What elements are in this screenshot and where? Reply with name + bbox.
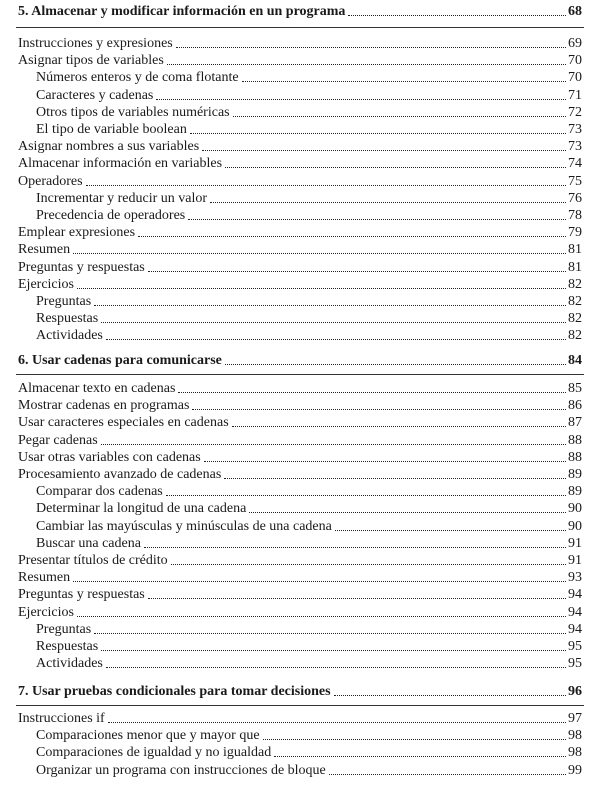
entry-page: 73 bbox=[568, 122, 582, 137]
toc-entry bbox=[18, 449, 582, 466]
entry-page: 82 bbox=[568, 294, 582, 309]
dot-leader bbox=[108, 721, 566, 723]
entry-title: Comparaciones menor que y mayor que bbox=[36, 728, 260, 744]
toc-entry bbox=[36, 621, 582, 638]
entry-title: Procesamiento avanzado de cadenas bbox=[18, 467, 222, 482]
toc-entry bbox=[36, 327, 582, 344]
dot-leader bbox=[73, 252, 566, 254]
chapter-title: 7. Usar pruebas condicionales para tomar decisiones bbox=[18, 684, 331, 699]
chapter-heading bbox=[18, 352, 582, 369]
dot-leader bbox=[101, 649, 566, 651]
entry-title: Emplear expresiones bbox=[18, 225, 136, 241]
dot-leader bbox=[249, 511, 566, 513]
dot-leader bbox=[156, 98, 566, 100]
toc-entry bbox=[18, 173, 582, 190]
entry-title: Organizar un programa con instrucciones de bloque bbox=[36, 762, 326, 778]
entry-title: Comparar dos cadenas bbox=[36, 484, 163, 500]
dot-leader bbox=[274, 755, 566, 757]
toc-entry bbox=[36, 655, 582, 672]
entry-page: 70 bbox=[568, 53, 582, 69]
dot-leader bbox=[148, 597, 566, 599]
dot-leader bbox=[224, 477, 566, 479]
entry-title: Otros tipos de variables numéricas bbox=[36, 104, 230, 120]
chapter-title: 5. Almacenar y modificar información en un programa bbox=[18, 4, 346, 19]
dot-leader bbox=[233, 115, 566, 117]
chapter-heading bbox=[18, 3, 582, 20]
chapter-heading bbox=[18, 683, 582, 700]
entry-title: Preguntas bbox=[36, 294, 92, 309]
entry-page: 95 bbox=[568, 639, 582, 654]
entry-page: 75 bbox=[568, 173, 582, 189]
chapter-page: 68 bbox=[568, 4, 582, 19]
entry-title: Asignar nombres a sus variables bbox=[18, 139, 200, 155]
dot-leader bbox=[148, 270, 566, 272]
dot-leader bbox=[144, 546, 566, 548]
entry-title: Almacenar información en variables bbox=[18, 156, 223, 172]
entry-title: Instrucciones y expresiones bbox=[18, 36, 173, 51]
entry-title: Incrementar y reducir un valor bbox=[36, 190, 208, 206]
chapter-page: 96 bbox=[568, 684, 582, 699]
entry-title: Determinar la longitud de una cadena bbox=[36, 501, 247, 517]
entry-title: Números enteros y de coma flotante bbox=[36, 70, 239, 86]
dot-leader bbox=[329, 773, 566, 775]
dot-leader bbox=[167, 63, 566, 65]
entry-page: 82 bbox=[568, 311, 582, 327]
entry-page: 98 bbox=[568, 728, 582, 744]
toc-entry bbox=[18, 138, 582, 155]
entry-page: 93 bbox=[568, 570, 582, 586]
toc-entry bbox=[18, 224, 582, 241]
entry-page: 94 bbox=[568, 587, 582, 603]
entry-title: El tipo de variable boolean bbox=[36, 122, 187, 137]
entry-page: 88 bbox=[568, 432, 582, 448]
dot-leader bbox=[94, 632, 566, 634]
entry-page: 88 bbox=[568, 449, 582, 465]
entry-page: 73 bbox=[568, 139, 582, 155]
entry-page: 99 bbox=[568, 762, 582, 778]
toc-entry bbox=[18, 52, 582, 69]
entry-page: 91 bbox=[568, 553, 582, 568]
entry-page: 81 bbox=[568, 242, 582, 258]
entry-title: Mostrar cadenas en programas bbox=[18, 398, 190, 414]
dot-leader bbox=[190, 132, 566, 134]
entry-page: 71 bbox=[568, 87, 582, 103]
entry-title: Pegar cadenas bbox=[18, 432, 98, 448]
dot-leader bbox=[178, 391, 566, 393]
dot-leader bbox=[334, 694, 566, 696]
toc-entry bbox=[18, 569, 582, 586]
toc-entry bbox=[36, 310, 582, 327]
toc-entry bbox=[18, 414, 582, 431]
toc-entry bbox=[36, 69, 582, 86]
entry-title: Usar caracteres especiales en cadenas bbox=[18, 415, 229, 431]
dot-leader bbox=[101, 321, 566, 323]
entry-title: Buscar una cadena bbox=[36, 535, 141, 551]
toc-entry bbox=[18, 380, 582, 397]
dot-leader bbox=[210, 201, 566, 203]
dot-leader bbox=[106, 338, 566, 340]
toc-entry bbox=[36, 190, 582, 207]
dot-leader bbox=[192, 408, 566, 410]
chapter-title: 6. Usar cadenas para comunicarse bbox=[18, 353, 222, 368]
toc-entry bbox=[36, 483, 582, 500]
entry-page: 89 bbox=[568, 484, 582, 500]
entry-page: 85 bbox=[568, 381, 582, 396]
toc-entry bbox=[36, 535, 582, 552]
dot-leader bbox=[176, 46, 566, 48]
entry-title: Actividades bbox=[36, 656, 103, 672]
toc-entry bbox=[18, 604, 582, 621]
entry-page: 91 bbox=[568, 535, 582, 551]
dot-leader bbox=[263, 738, 566, 740]
dot-leader bbox=[77, 287, 566, 289]
toc-entry bbox=[18, 710, 582, 727]
entry-page: 94 bbox=[568, 621, 582, 637]
toc-entry bbox=[18, 241, 582, 258]
dot-leader bbox=[204, 460, 566, 462]
chapter-rule bbox=[16, 705, 584, 706]
entry-title: Cambiar las mayúsculas y minúsculas de una cadena bbox=[36, 518, 332, 534]
entry-title: Almacenar texto en cadenas bbox=[18, 381, 176, 396]
toc-entry bbox=[18, 552, 582, 569]
entry-page: 90 bbox=[568, 518, 582, 534]
entry-page: 89 bbox=[568, 467, 582, 482]
entry-title: Ejercicios bbox=[18, 276, 74, 292]
entry-title: Comparaciones de igualdad y no igualdad bbox=[36, 745, 272, 761]
toc-entry bbox=[36, 500, 582, 517]
dot-leader bbox=[106, 666, 566, 668]
toc-entry bbox=[36, 518, 582, 535]
entry-page: 87 bbox=[568, 415, 582, 431]
toc-entry bbox=[18, 466, 582, 483]
dot-leader bbox=[166, 494, 566, 496]
entry-page: 69 bbox=[568, 36, 582, 51]
toc-entry bbox=[18, 397, 582, 414]
entry-title: Resumen bbox=[18, 242, 71, 258]
dot-leader bbox=[232, 425, 566, 427]
dot-leader bbox=[86, 184, 566, 186]
entry-page: 72 bbox=[568, 104, 582, 120]
toc-entry bbox=[18, 276, 582, 293]
chapter-rule bbox=[16, 374, 584, 375]
toc-entry bbox=[36, 207, 582, 224]
entry-title: Preguntas bbox=[36, 621, 92, 637]
entry-page: 86 bbox=[568, 398, 582, 414]
dot-leader bbox=[335, 529, 566, 531]
entry-page: 78 bbox=[568, 208, 582, 223]
chapter-rule bbox=[16, 27, 584, 28]
entry-title: Preguntas y respuestas bbox=[18, 259, 145, 275]
entry-page: 98 bbox=[568, 745, 582, 761]
toc-entry bbox=[36, 762, 582, 779]
toc-entry bbox=[36, 293, 582, 310]
entry-title: Asignar tipos de variables bbox=[18, 53, 164, 69]
entry-title: Caracteres y cadenas bbox=[36, 87, 154, 103]
toc-entry bbox=[18, 155, 582, 172]
entry-page: 82 bbox=[568, 328, 582, 344]
entry-title: Precedencia de operadores bbox=[36, 208, 186, 223]
dot-leader bbox=[138, 235, 566, 237]
entry-page: 76 bbox=[568, 190, 582, 206]
entry-title: Ejercicios bbox=[18, 604, 74, 620]
entry-page: 81 bbox=[568, 259, 582, 275]
entry-page: 70 bbox=[568, 70, 582, 86]
entry-page: 90 bbox=[568, 501, 582, 517]
dot-leader bbox=[202, 149, 566, 151]
dot-leader bbox=[188, 218, 566, 220]
toc-entry bbox=[36, 638, 582, 655]
dot-leader bbox=[225, 363, 566, 365]
toc-entry bbox=[36, 104, 582, 121]
entry-page: 79 bbox=[568, 225, 582, 241]
dot-leader bbox=[77, 615, 566, 617]
entry-title: Instrucciones if bbox=[18, 711, 105, 726]
entry-page: 74 bbox=[568, 156, 582, 172]
toc-entry bbox=[18, 35, 582, 52]
toc-entry bbox=[18, 586, 582, 603]
chapter-page: 84 bbox=[568, 353, 582, 368]
dot-leader bbox=[101, 443, 566, 445]
dot-leader bbox=[73, 580, 566, 582]
entry-page: 97 bbox=[568, 711, 582, 726]
entry-title: Resumen bbox=[18, 570, 71, 586]
entry-title: Actividades bbox=[36, 328, 103, 344]
entry-title: Operadores bbox=[18, 173, 83, 189]
entry-title: Usar otras variables con cadenas bbox=[18, 449, 201, 465]
entry-page: 94 bbox=[568, 604, 582, 620]
entry-title: Respuestas bbox=[36, 311, 99, 327]
entry-page: 82 bbox=[568, 276, 582, 292]
dot-leader bbox=[225, 166, 566, 168]
toc-entry bbox=[18, 259, 582, 276]
toc-entry bbox=[18, 432, 582, 449]
dot-leader bbox=[94, 304, 566, 306]
entry-title: Presentar títulos de crédito bbox=[18, 553, 168, 568]
toc-entry bbox=[36, 744, 582, 761]
toc-entry bbox=[36, 87, 582, 104]
entry-title: Preguntas y respuestas bbox=[18, 587, 145, 603]
dot-leader bbox=[242, 80, 566, 82]
toc-entry bbox=[36, 121, 582, 138]
entry-page: 95 bbox=[568, 656, 582, 672]
dot-leader bbox=[171, 563, 566, 565]
toc-entry bbox=[36, 727, 582, 744]
dot-leader bbox=[348, 14, 566, 16]
entry-title: Respuestas bbox=[36, 639, 99, 654]
